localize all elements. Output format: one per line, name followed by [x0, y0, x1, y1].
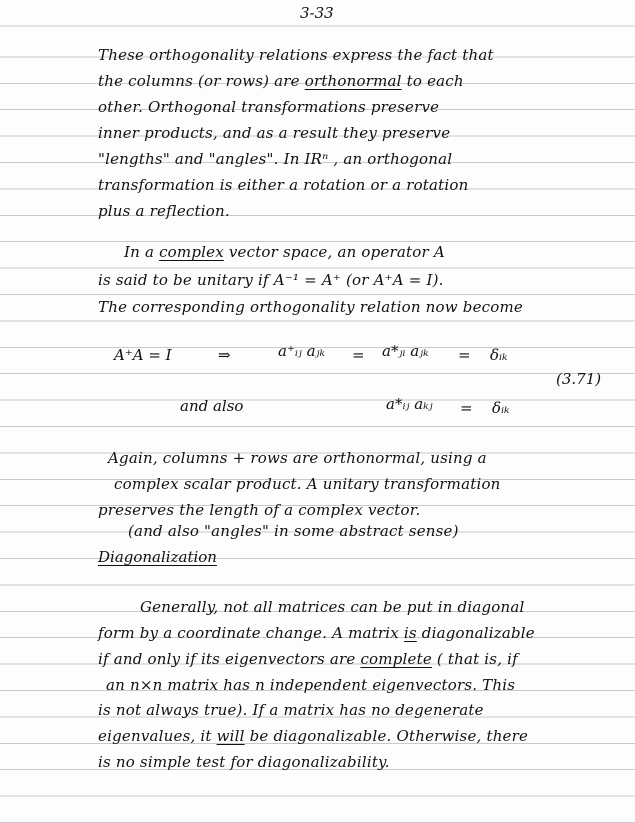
text-line: Generally, not all matrices can be put in diagonal: [140, 598, 525, 616]
section-heading: Diagonalization: [98, 548, 217, 566]
kronecker-delta: δᵢₖ: [492, 399, 510, 417]
text-line: [98, 624, 535, 642]
text-line: [98, 650, 518, 668]
underlined-word: complete: [360, 650, 432, 668]
text-span: In a: [124, 243, 155, 261]
text-span: form by a coordinate change. A matrix: [98, 624, 399, 642]
text-line: Again, columns + rows are orthonormal, using a: [108, 449, 487, 467]
equation-lhs: A⁺A = I: [114, 346, 172, 364]
text-line: [98, 72, 464, 90]
text-line: "lengths" and "angles". In IRⁿ , an orthogonal: [98, 150, 453, 168]
equation-term: a*ᵢⱼ aₖⱼ: [386, 395, 433, 413]
text-line: (and also "angles" in some abstract sense): [128, 522, 459, 540]
text-line: an n×n matrix has n independent eigenvectors. This: [106, 676, 516, 694]
underlined-word: orthonormal: [304, 72, 402, 90]
equation-number: (3.71): [556, 370, 602, 388]
underlined-word: will: [216, 727, 245, 745]
text-span: the columns (or rows) are: [98, 72, 300, 90]
text-line: plus a reflection.: [98, 202, 230, 220]
text-span: eigenvalues, it: [98, 727, 212, 745]
text-span: be diagonalizable. Otherwise, there: [249, 727, 529, 745]
kronecker-delta: δᵢₖ: [490, 346, 508, 364]
text-line: other. Orthogonal transformations preserve: [98, 98, 440, 116]
text-line: inner products, and as a result they preserve: [98, 124, 451, 142]
text-span: if and only if its eigenvectors are: [98, 650, 356, 668]
page-number: 3-33: [300, 4, 334, 22]
equals-sign: =: [460, 399, 473, 417]
text-line: [98, 727, 528, 745]
underlined-word: complex: [159, 243, 224, 261]
text-line: complex scalar product. A unitary transformation: [114, 475, 501, 493]
equation-term: a*ⱼᵢ aⱼₖ: [382, 342, 429, 360]
text-line: is not always true). If a matrix has no degenerate: [98, 701, 484, 719]
equals-sign: =: [352, 346, 365, 364]
text-span: ( that is, if: [436, 650, 518, 668]
equation-term: a⁺ᵢⱼ aⱼₖ: [278, 342, 325, 360]
text-span: to each: [406, 72, 464, 90]
equation-lead: and also: [180, 397, 244, 415]
text-line: The corresponding orthogonality relation now become: [98, 298, 523, 316]
text-line: [124, 243, 445, 261]
underlined-word: is: [403, 624, 417, 642]
text-line: is no simple test for diagonalizability.: [98, 753, 390, 771]
text-line: transformation is either a rotation or a rotation: [98, 176, 469, 194]
text-line: These orthogonality relations express the fact that: [98, 46, 494, 64]
text-span: vector space, an operator A: [228, 243, 445, 261]
text-span: diagonalizable: [421, 624, 535, 642]
implies-arrow: ⇒: [218, 346, 231, 364]
equals-sign: =: [458, 346, 471, 364]
text-line: is said to be unitary if A⁻¹ = A⁺ (or A⁺A = I).: [98, 271, 444, 289]
text-line: preserves the length of a complex vector.: [98, 501, 421, 519]
